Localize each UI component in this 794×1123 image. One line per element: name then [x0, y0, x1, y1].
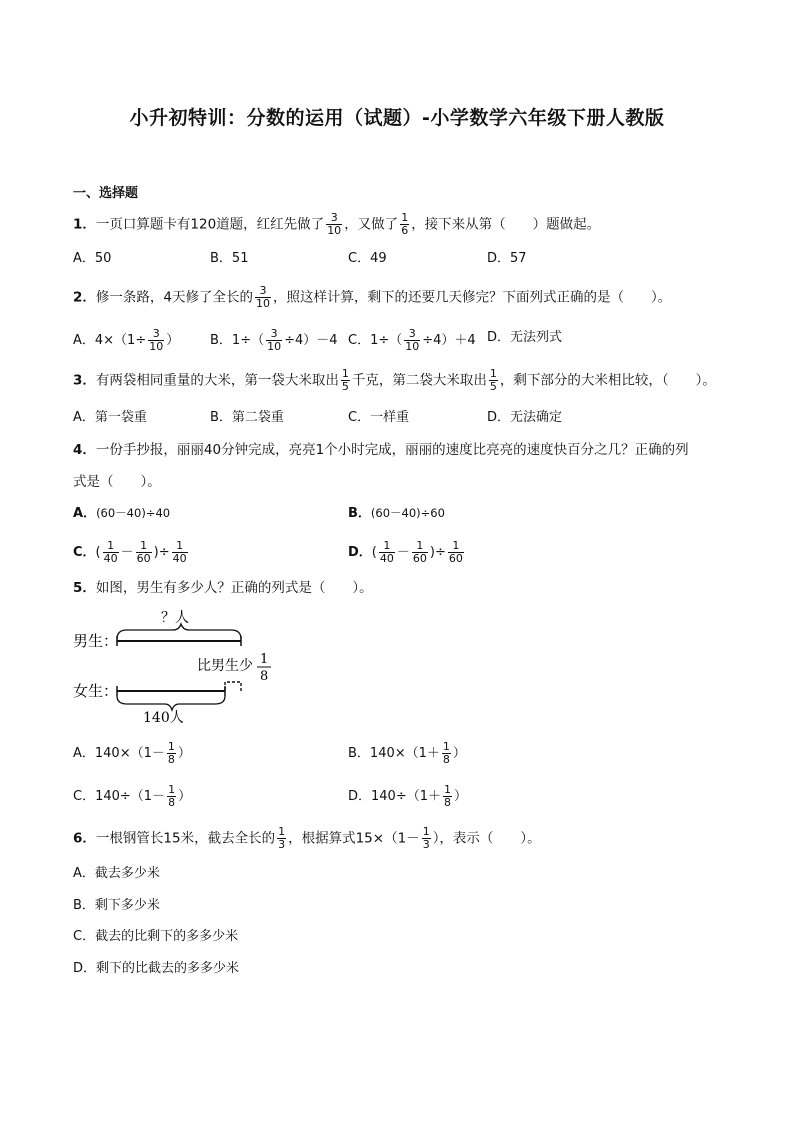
girls-count-label: 140人: [143, 710, 184, 726]
question-text: ，接下来从第（ ）题做起。: [411, 216, 601, 233]
line-segment-diagram: [73, 606, 283, 726]
q6-option-b[interactable]: B．剩下多少米: [73, 898, 160, 913]
q3-option-b[interactable]: B．第二袋重: [210, 410, 284, 425]
q1-option-a[interactable]: A．50: [73, 251, 112, 266]
less-label: 比男生少: [197, 658, 253, 674]
question-text: ，又做了: [344, 216, 399, 233]
q2-option-a[interactable]: A．4×（1÷ $\frac{3}{10}$ ）: [73, 327, 180, 353]
q1-option-d[interactable]: D．57: [487, 251, 527, 266]
question-4-line1: 4．一份手抄报，丽丽40分钟完成，亮亮1个小时完成，丽丽的速度比亮亮的速度快百分之几？正确的列: [73, 442, 689, 458]
fraction: $\frac{3}{10}$: [256, 284, 270, 310]
question-number: 1．: [73, 216, 96, 233]
q2-option-d[interactable]: D．无法列式: [487, 330, 563, 345]
fraction-numerator: 1: [260, 652, 269, 667]
q5-option-b[interactable]: B．140×（1＋ $\frac{1}{8}$ ）: [348, 740, 466, 766]
question-2: 2．修一条路，4天修了全长的 $\frac{3}{10}$ ，照这样计算，剩下的还要几天修完？下面列式正确的是（ ）。: [73, 284, 672, 310]
q2-option-c[interactable]: C．1÷（ $\frac{3}{10}$ ÷4）＋4: [348, 327, 476, 353]
fraction: $\frac{1}{6}$: [401, 211, 409, 237]
girls-label: 女生：: [73, 682, 119, 700]
fraction: $\frac{3}{10}$: [327, 211, 342, 237]
q4-option-d[interactable]: D．( $\frac{1}{40}$ － $\frac{1}{60}$ )÷ $\frac{1}{60}$: [348, 539, 463, 565]
fraction-denominator: 8: [260, 669, 269, 684]
q6-option-a[interactable]: A．截去多少米: [73, 866, 160, 881]
q3-option-d[interactable]: D．无法确定: [487, 410, 563, 425]
difference-bracket: [225, 682, 241, 691]
fraction: $\frac{1}{3}$: [422, 825, 430, 851]
q6-option-d[interactable]: D．剩下的比截去的多多少米: [73, 961, 240, 976]
q1-option-c[interactable]: C．49: [348, 251, 387, 266]
fraction: $\frac{1}{5}$: [341, 367, 349, 393]
q5-option-a[interactable]: A．140×（1－ $\frac{1}{8}$ ）: [73, 740, 191, 766]
question-6: 6．一根钢管长15米，截去全长的 $\frac{1}{3}$ ，根据算式15×（1－ $\frac{1}{3}$ ），表示（ ）。: [73, 825, 541, 851]
fraction: $\frac{1}{5}$: [489, 367, 497, 393]
boys-question-label: ？人: [161, 610, 189, 626]
q3-option-c[interactable]: C．一样重: [348, 410, 410, 425]
q5-option-d[interactable]: D．140÷（1＋ $\frac{1}{8}$ ）: [348, 783, 468, 809]
fraction: $\frac{1}{3}$: [278, 825, 286, 851]
q5-option-c[interactable]: C．140÷（1－ $\frac{1}{8}$ ）: [73, 783, 192, 809]
section-heading: 一、选择题: [73, 186, 139, 201]
q2-option-b[interactable]: B．1÷（ $\frac{3}{10}$ ÷4）－4: [210, 327, 338, 353]
question-3: 3．有两袋相同重量的大米，第一袋大米取出 $\frac{1}{5}$ 千克，第二袋大米取出 $\frac{1}{5}$ ，剩下部分的大米相比较，（ ）。: [73, 367, 716, 393]
q4-option-a[interactable]: A．(60－40)÷40: [73, 506, 171, 521]
question-5: 5．如图，男生有多少人？正确的列式是（ ）。: [73, 580, 373, 596]
question-1: [73, 212, 600, 237]
q4-option-b[interactable]: B．(60－40)÷60: [348, 506, 445, 521]
question-text: 一页口算题卡有120道题，红红先做了: [95, 216, 325, 233]
q4-option-c[interactable]: C．( $\frac{1}{40}$ － $\frac{1}{60}$ )÷ $\frac{1}{40}$: [73, 539, 187, 565]
top-brace: [117, 624, 241, 639]
bottom-brace: [117, 696, 225, 710]
q1-option-b[interactable]: B．51: [210, 251, 249, 266]
question-4-line2: 式是（ ）。: [73, 474, 161, 490]
page-title: 小升初特训：分数的运用（试题）-小学数学六年级下册人教版: [129, 107, 665, 129]
q6-option-c[interactable]: C．截去的比剩下的多多少米: [73, 929, 239, 944]
boys-label: 男生：: [73, 632, 119, 650]
q3-option-a[interactable]: A．第一袋重: [73, 410, 147, 425]
